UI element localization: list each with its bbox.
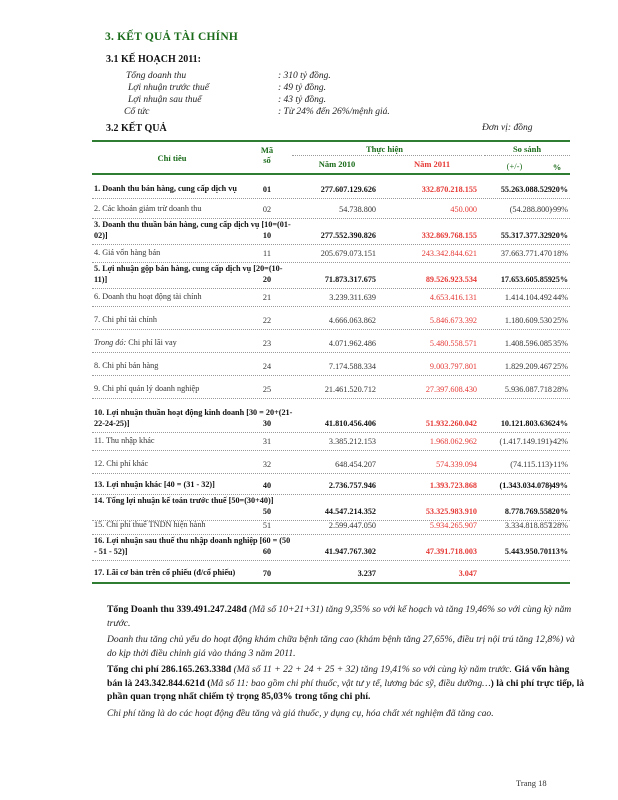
cell-code: 51 — [262, 521, 272, 530]
cell-diff: 1.408.596.085 — [504, 339, 552, 348]
row-divider — [92, 288, 570, 289]
row-divider — [92, 306, 570, 307]
cell-diff: 5.936.087.718 — [504, 385, 552, 394]
header-indicator: Chỉ tiêu — [157, 153, 187, 163]
cell-diff: 1.829.209.467 — [504, 362, 552, 371]
cell-diff: (1.417.149.191) — [499, 437, 552, 446]
header-year-2010: Năm 2010 — [318, 159, 356, 169]
unit-label: Đơn vị: đồng — [482, 123, 533, 133]
cell-diff: 55.263.088.529 — [500, 185, 552, 194]
cell-code: 30 — [262, 419, 272, 428]
cell-pct: -42% — [550, 437, 568, 446]
cell-y11: 574.339.094 — [436, 460, 477, 469]
cell-code: 50 — [262, 507, 272, 516]
cell-pct: 25% — [552, 316, 568, 325]
cell-diff: 1.414.104.492 — [504, 293, 552, 302]
cost-reason-text: Chi phí tăng là do các hoạt động đều tăng và giá thuốc, y dụng cụ, hóa chất xét nghiệm đã tăng cao. — [107, 708, 494, 719]
header-code-line2: số — [263, 155, 271, 165]
cell-diff: 3.334.818.857 — [504, 521, 552, 530]
label-text: 9. Chi phí quản lý doanh nghiệp — [94, 384, 200, 393]
cell-code: 20 — [262, 275, 272, 284]
row-divider — [92, 494, 570, 495]
cell-diff: (74.115.113) — [510, 460, 552, 469]
cost-note: (Mã số 11 + 22 + 24 + 25 + 32) tăng 19,41% so với cùng kỳ năm trước. — [231, 664, 512, 675]
plan-item-value: : Từ 24% đến 26%/mệnh giá. — [278, 107, 390, 117]
cell-code: 23 — [262, 339, 272, 348]
cell-y11: 5.480.558.571 — [429, 339, 477, 348]
label-text: 12. Chi phí khác — [94, 459, 149, 468]
cell-y10: 205.679.073.151 — [320, 249, 376, 258]
cost-total: 286.165.263.338đ — [161, 664, 232, 675]
cell-pct: -99% — [550, 205, 568, 214]
cell-pct: 44% — [552, 293, 568, 302]
cell-diff: 5.443.950.701 — [504, 547, 552, 556]
cell-diff: 1.180.609.530 — [504, 316, 552, 325]
cell-code: 25 — [262, 385, 272, 394]
cogs-text: Giá vốn hàng bán là 243.342.844.621đ ( — [107, 664, 570, 689]
label-text: 16. Lợi nhuận sau thuế thu nhập doanh nghiệp [60 = (50 - 51 - 52)] — [94, 536, 291, 556]
header-pct: % — [552, 162, 562, 172]
label-text: 2. Các khoản giảm trừ doanh thu — [94, 204, 202, 213]
plan-heading: 3.1 KẾ HOẠCH 2011: — [106, 54, 202, 65]
cell-y10: 277.607.129.626 — [320, 185, 376, 194]
cell-y11: 332.869.768.155 — [421, 231, 477, 240]
cell-code: 31 — [262, 437, 272, 446]
label-text: 1. Doanh thu bán hàng, cung cấp dịch vụ — [94, 184, 237, 193]
header-year-2011: Năm 2011 — [413, 159, 451, 169]
cell-y11: 51.932.260.042 — [425, 419, 477, 428]
cell-code: 24 — [262, 362, 272, 371]
plan-item-value: : 43 tỷ đồng. — [278, 95, 327, 105]
label-text: Chi phí lãi vay — [126, 338, 177, 347]
cell-code: 21 — [262, 293, 272, 302]
row-divider — [92, 198, 570, 199]
revenue-reason-text: Doanh thu tăng chủ yếu do hoạt động khám chữa bệnh tăng cao (khám bệnh tăng 27,65%, điều trị nội trú tăng 12,8%) và do kịp thời điều chỉnh giá vào tháng 3 năm 2011. — [107, 634, 575, 659]
cell-y10: 4.666.063.862 — [328, 316, 376, 325]
plan-item-label: Tổng doanh thu — [126, 71, 187, 81]
cell-y10: 41.810.456.406 — [324, 419, 376, 428]
label-text: 3. Doanh thu thuần bán hàng, cung cấp dịch vụ [10=(01-02)] — [94, 220, 291, 240]
label-text: 10. Lợi nhuận thuần hoạt động kinh doanh [30 = 20+(21-22-24-25)] — [94, 408, 293, 428]
cell-y10: 4.071.962.486 — [328, 339, 376, 348]
cell-y10: 21.461.520.712 — [324, 385, 376, 394]
revenue-label: Tổng Doanh thu — [107, 604, 177, 615]
cell-diff: 55.317.377.329 — [500, 231, 552, 240]
cell-code: 02 — [262, 205, 272, 214]
cell-pct: 20% — [551, 507, 568, 516]
cell-y11: 5.846.673.392 — [429, 316, 477, 325]
cell-y11: 9.003.797.801 — [429, 362, 477, 371]
row-divider — [92, 582, 570, 584]
cell-y10: 44.547.214.352 — [324, 507, 376, 516]
cell-y10: 2.599.447.050 — [328, 521, 376, 530]
row-divider — [92, 560, 570, 561]
label-italic-prefix: Trong đó: — [94, 338, 127, 347]
row-divider — [92, 375, 570, 376]
cell-y10: 2.736.757.946 — [328, 481, 376, 490]
cell-pct: 28% — [552, 385, 568, 394]
cell-y11: 1.393.723.868 — [429, 481, 477, 490]
results-heading: 3.2 KẾT QUẢ — [106, 123, 167, 134]
cell-y10: 648.454.207 — [335, 460, 376, 469]
cell-pct: -49% — [548, 481, 568, 490]
cell-y10: 277.552.390.826 — [320, 231, 376, 240]
cogs-note: Mã số 11: bao gồm chi phí thuốc, vật tư y tế, lương bác sỹ, điều dưỡng… — [210, 677, 491, 689]
cell-y11: 27.397.608.430 — [425, 385, 477, 394]
cell-y10: 3.385.212.153 — [328, 437, 376, 446]
header-diff: (+/-) — [506, 161, 523, 171]
cell-label — [94, 496, 294, 507]
cell-diff: 10.121.803.636 — [500, 419, 552, 428]
cell-y11: 450.000 — [450, 205, 477, 214]
cell-y11: 47.391.718.003 — [425, 547, 477, 556]
cost-label: Tổng chi phí — [107, 664, 162, 675]
cell-pct: 24% — [551, 419, 568, 428]
revenue-note: (Mã số 10+21+31) tăng 9,35% so với kế hoạch và tăng 19,46% so với cùng kỳ năm trước. — [107, 604, 572, 629]
cell-pct: 20% — [551, 231, 568, 240]
label-text: 13. Lợi nhuận khác [40 = (31 - 32)] — [94, 480, 215, 489]
header-divider — [484, 155, 570, 156]
cell-code: 60 — [262, 547, 272, 556]
cell-code: 10 — [262, 231, 272, 240]
row-divider — [92, 262, 570, 263]
row-divider — [92, 534, 570, 535]
cell-diff: 37.663.771.470 — [500, 249, 552, 258]
label-text: 4. Giá vốn hàng bán — [94, 248, 161, 257]
table-top-rule — [92, 140, 570, 142]
cell-y10: 7.174.588.334 — [328, 362, 376, 371]
row-divider — [92, 473, 570, 474]
row-divider — [92, 432, 570, 433]
header-divider — [292, 155, 482, 156]
cell-code: 01 — [262, 185, 272, 194]
paragraph-revenue-reason — [107, 633, 585, 660]
label-text: 17. Lãi cơ bản trên cổ phiếu (đ/cổ phiếu) — [94, 568, 236, 577]
label-text: 15. Chi phí thuế TNDN hiện hành — [94, 520, 206, 529]
row-divider — [92, 329, 570, 330]
header-actual: Thực hiện — [366, 144, 403, 154]
section-title: 3. KẾT QUẢ TÀI CHÍNH — [105, 31, 238, 43]
cell-pct: 20% — [551, 185, 568, 194]
plan-item-value: : 49 tỷ đồng. — [278, 83, 327, 93]
paragraph-cost-reason — [107, 707, 585, 721]
cell-pct: 128% — [548, 521, 568, 530]
label-text: 11. Thu nhập khác — [94, 436, 155, 445]
cell-code: 40 — [262, 481, 272, 490]
row-divider — [92, 244, 570, 245]
page-number: Trang 18 — [516, 778, 547, 788]
cell-y10: 3.237 — [357, 569, 376, 578]
paragraph-costs — [107, 663, 585, 704]
cell-diff: (54.288.800) — [509, 205, 552, 214]
row-divider — [92, 450, 570, 451]
cell-code: 32 — [262, 460, 272, 469]
plan-item-value: : 310 tỷ đồng. — [278, 71, 331, 81]
cell-code: 11 — [263, 249, 271, 258]
cell-diff: 17.653.605.859 — [500, 275, 552, 284]
revenue-total: 339.491.247.248đ — [176, 604, 247, 615]
cell-pct: 13% — [551, 547, 568, 556]
cell-pct: 35% — [552, 339, 568, 348]
label-text: 5. Lợi nhuận gộp bán hàng, cung cấp dịch vụ [20=(10-11)] — [94, 264, 283, 284]
cell-y11: 89.526.923.534 — [425, 275, 477, 284]
cell-pct: 25% — [552, 362, 568, 371]
label-text: 8. Chi phí bán hàng — [94, 361, 159, 370]
plan-item-label: Cổ tức — [124, 107, 150, 117]
cell-y11: 243.342.844.621 — [421, 249, 477, 258]
row-divider — [92, 218, 570, 219]
cell-code: 22 — [262, 316, 272, 325]
cell-y11: 332.870.218.155 — [421, 185, 477, 194]
label-text: 7. Chi phí tài chính — [94, 315, 157, 324]
cell-y11: 53.325.983.910 — [425, 507, 477, 516]
header-code-line1: Mã — [260, 145, 274, 155]
cogs-share-text: ) là chi phí trực tiếp, là phần quan trọng nhất chiếm tỷ trọng 85,03% trong tổng chi phí. — [107, 677, 585, 702]
row-divider — [92, 352, 570, 353]
plan-item-label: Lợi nhuận sau thuế — [128, 95, 202, 105]
cell-diff: 8.778.769.558 — [504, 507, 552, 516]
cell-y10: 71.873.317.675 — [324, 275, 376, 284]
cell-y11: 3.047 — [458, 569, 477, 578]
cell-diff: (1.343.034.078) — [499, 481, 552, 490]
plan-item-label: Lợi nhuận trước thuế — [128, 83, 210, 93]
label-text: 14. Tổng lợi nhuận kế toán trước thuế [50=(30+40)] — [94, 496, 274, 505]
paragraph-revenue — [107, 603, 585, 630]
cell-y10: 3.239.311.639 — [329, 293, 376, 302]
header-compare: So sánh — [512, 144, 542, 154]
header-bottom-rule — [92, 173, 570, 175]
cell-y11: 4.653.416.131 — [429, 293, 477, 302]
cell-y10: 54.738.800 — [339, 205, 376, 214]
row-divider — [92, 398, 570, 399]
cell-pct: -11% — [550, 460, 568, 469]
label-text: 6. Doanh thu hoạt động tài chính — [94, 292, 202, 301]
cell-code: 70 — [262, 569, 272, 578]
cell-y11: 1.968.062.962 — [429, 437, 477, 446]
cell-y11: 5.934.265.907 — [429, 521, 477, 530]
cell-y10: 41.947.767.302 — [324, 547, 376, 556]
cell-pct: 18% — [552, 249, 568, 258]
cell-pct: 25% — [551, 275, 568, 284]
